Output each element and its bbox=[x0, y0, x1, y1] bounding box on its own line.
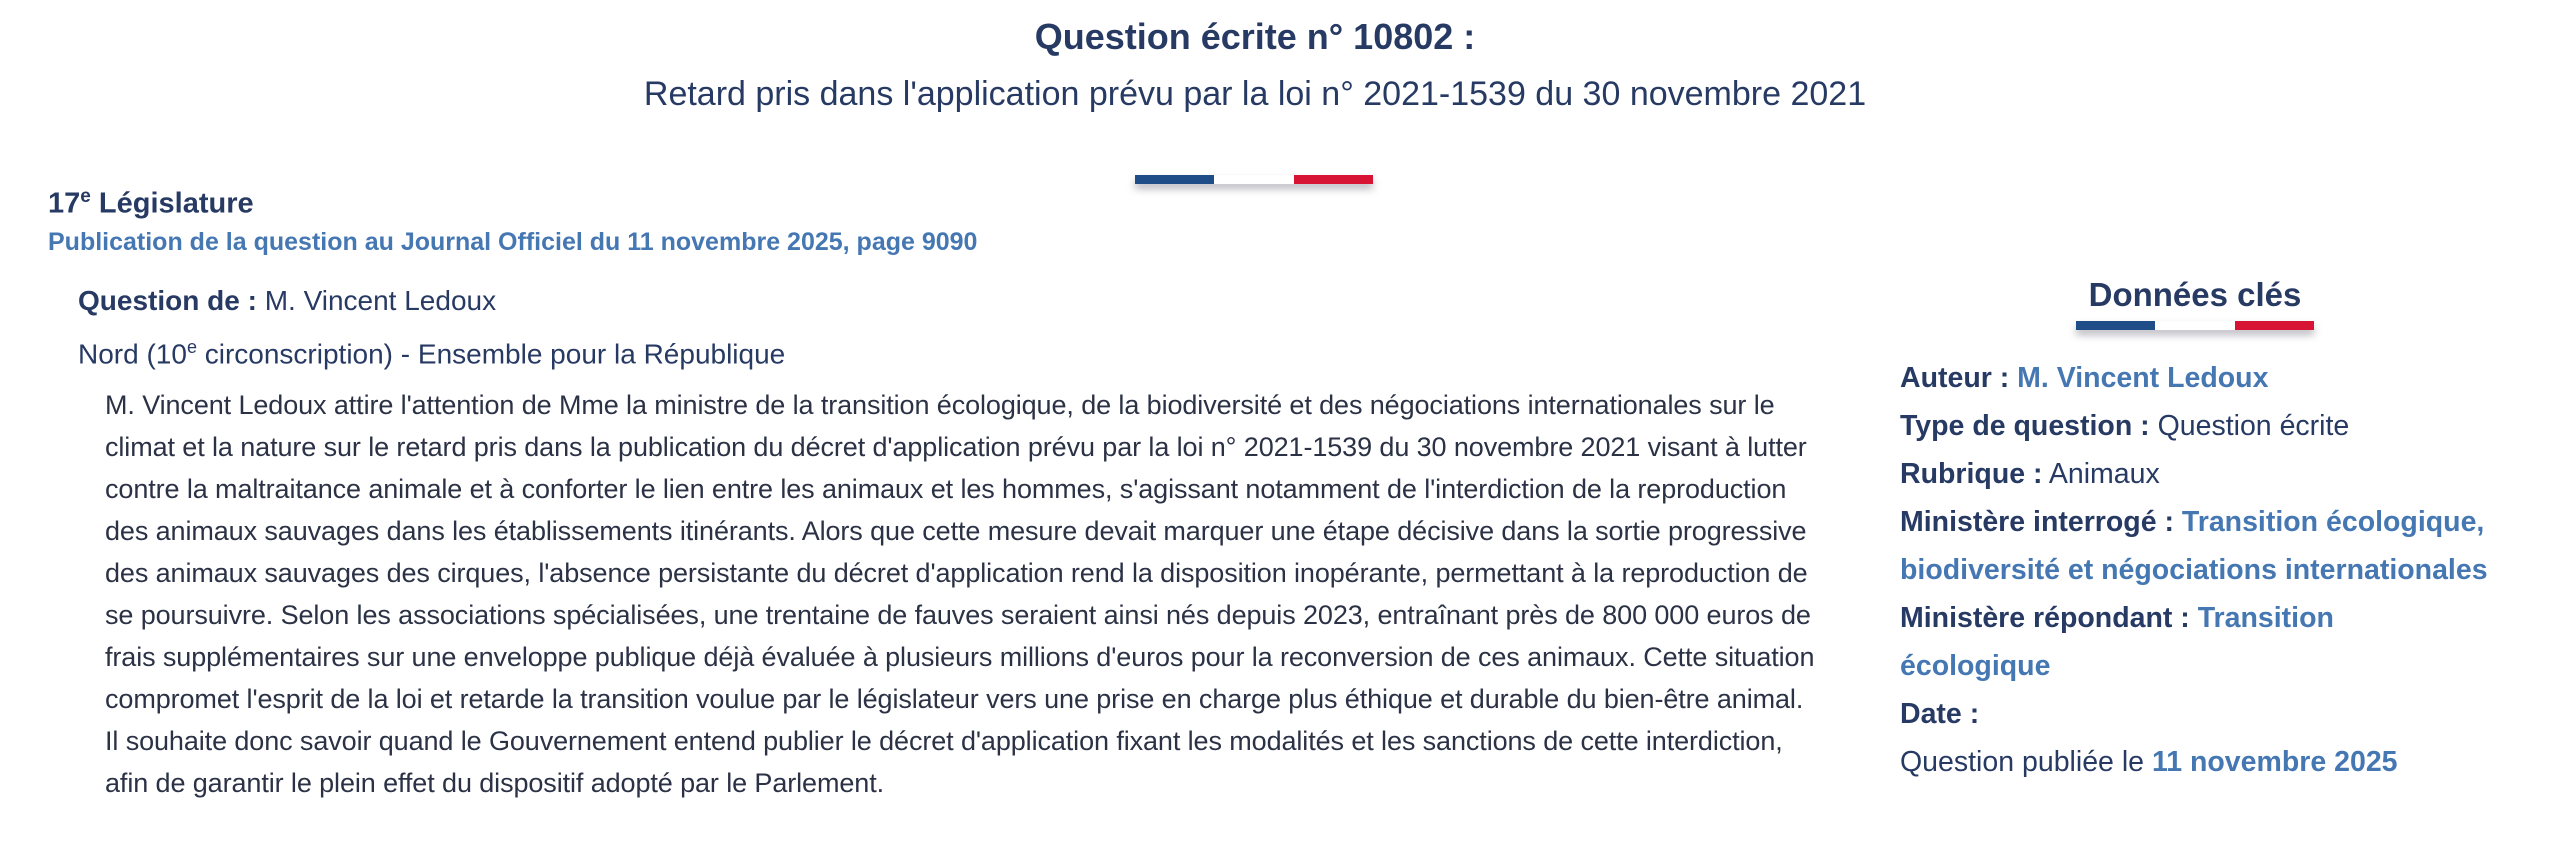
field-auteur-label: Auteur : bbox=[1900, 362, 2010, 394]
flag-blue-segment bbox=[1135, 175, 1214, 184]
field-rubrique-label: Rubrique : bbox=[1900, 458, 2043, 490]
constituency-prefix: Nord (10 bbox=[78, 338, 187, 370]
field-type-label: Type de question : bbox=[1900, 410, 2150, 442]
page-header bbox=[0, 14, 2510, 116]
tricolor-underline bbox=[2076, 321, 2314, 330]
question-publiee-prefix: Question publiée le bbox=[1900, 746, 2145, 778]
page-title-number: Question écrite n° 10802 : bbox=[1034, 16, 1476, 57]
tricolor-divider bbox=[1135, 175, 1373, 184]
field-type-de-question bbox=[1900, 402, 2490, 450]
ministere-interroge-link[interactable]: Transition écologique, biodiversité et négociations internationales bbox=[1900, 506, 2488, 586]
field-ministere-repondant bbox=[1900, 594, 2490, 690]
key-data-title: Données clés bbox=[2088, 276, 2302, 313]
journal-officiel-publication-link[interactable]: Publication de la question au Journal Officiel du 11 novembre 2025, page 9090 bbox=[48, 228, 978, 256]
field-rubrique-value: Animaux bbox=[2048, 458, 2160, 490]
flag-white-segment bbox=[2155, 321, 2234, 330]
field-auteur bbox=[1900, 354, 2490, 402]
flag-blue-segment bbox=[2076, 321, 2155, 330]
constituency-suffix: circonscription) - Ensemble pour la République bbox=[204, 338, 786, 370]
field-type-value: Question écrite bbox=[2157, 410, 2350, 442]
flag-red-segment bbox=[2235, 321, 2314, 330]
field-ministere-interroge bbox=[1900, 498, 2490, 594]
author-link[interactable]: M. Vincent Ledoux bbox=[2017, 362, 2269, 394]
field-question-publiee bbox=[1900, 738, 2490, 786]
ministere-repondant-link[interactable]: Transition écologique bbox=[1900, 602, 2334, 682]
legislature-label: Législature bbox=[98, 187, 254, 220]
question-author-line bbox=[78, 278, 785, 324]
field-date bbox=[1900, 690, 2490, 738]
flag-white-segment bbox=[1214, 175, 1293, 184]
legislature-heading bbox=[48, 186, 254, 221]
question-publiee-date-link[interactable]: 11 novembre 2025 bbox=[2151, 746, 2398, 778]
flag-red-segment bbox=[1294, 175, 1373, 184]
field-ministere-interroge-label: Ministère interrogé : bbox=[1900, 506, 2174, 538]
question-body-text: M. Vincent Ledoux attire l'attention de Mme la ministre de la transition écologique, de la biodiversité et des négociations internationales sur le climat et la nature sur le retard pris dans la publication du décret d'application prévu par la loi n° 2021-1539 du 30 novembre 2021 visant à lutter contre la maltraitance animale et à conforter le lien entre les animaux et les hommes, s'agissant notamment de l'interdiction de la reproduction des animaux sauvages dans les établissements itinérants. Alors que cette mesure devait marquer une étape décisive dans la sortie progressive des animaux sauvages des cirques, l'absence persistante du décret d'application rend la disposition inopérante, permettant à la reproduction de se poursuivre. Selon les associations spécialisées, une trentaine de fauves seraient ainsi nés depuis 2023, entraînant près de 800 000 euros de frais supplémentaires sur une enveloppe publique déjà évaluée à plusieurs millions d'euros pour la reconversion de ces animaux. Cette situation compromet l'esprit de la loi et retarde la transition voulue par le législateur vers une prise en charge plus éthique et durable du bien-être animal. Il souhaite donc savoir quand le Gouvernement entend publier le décret d'application fixant les modalités et les sanctions de cette interdiction, afin de garantir le plein effet du dispositif adopté par le Parlement. bbox=[105, 390, 1815, 798]
constituency-ordinal-sup: e bbox=[186, 337, 197, 357]
page-title-subject: Retard pris dans l'application prévu par la loi n° 2021-1539 du 30 novembre 2021 bbox=[643, 75, 1867, 113]
question-author-block bbox=[78, 278, 785, 377]
question-de-label: Question de : bbox=[78, 285, 257, 316]
field-date-label: Date : bbox=[1900, 698, 1980, 730]
question-author-name: M. Vincent Ledoux bbox=[264, 285, 497, 316]
field-rubrique bbox=[1900, 450, 2490, 498]
legislature-ordinal-sup: e bbox=[80, 186, 91, 207]
key-data-fields bbox=[1900, 354, 2490, 786]
key-data-sidebar bbox=[1900, 276, 2490, 786]
field-ministere-repondant-label: Ministère répondant : bbox=[1900, 602, 2190, 634]
legislature-number: 17 bbox=[48, 187, 81, 220]
constituency-line bbox=[78, 324, 785, 377]
